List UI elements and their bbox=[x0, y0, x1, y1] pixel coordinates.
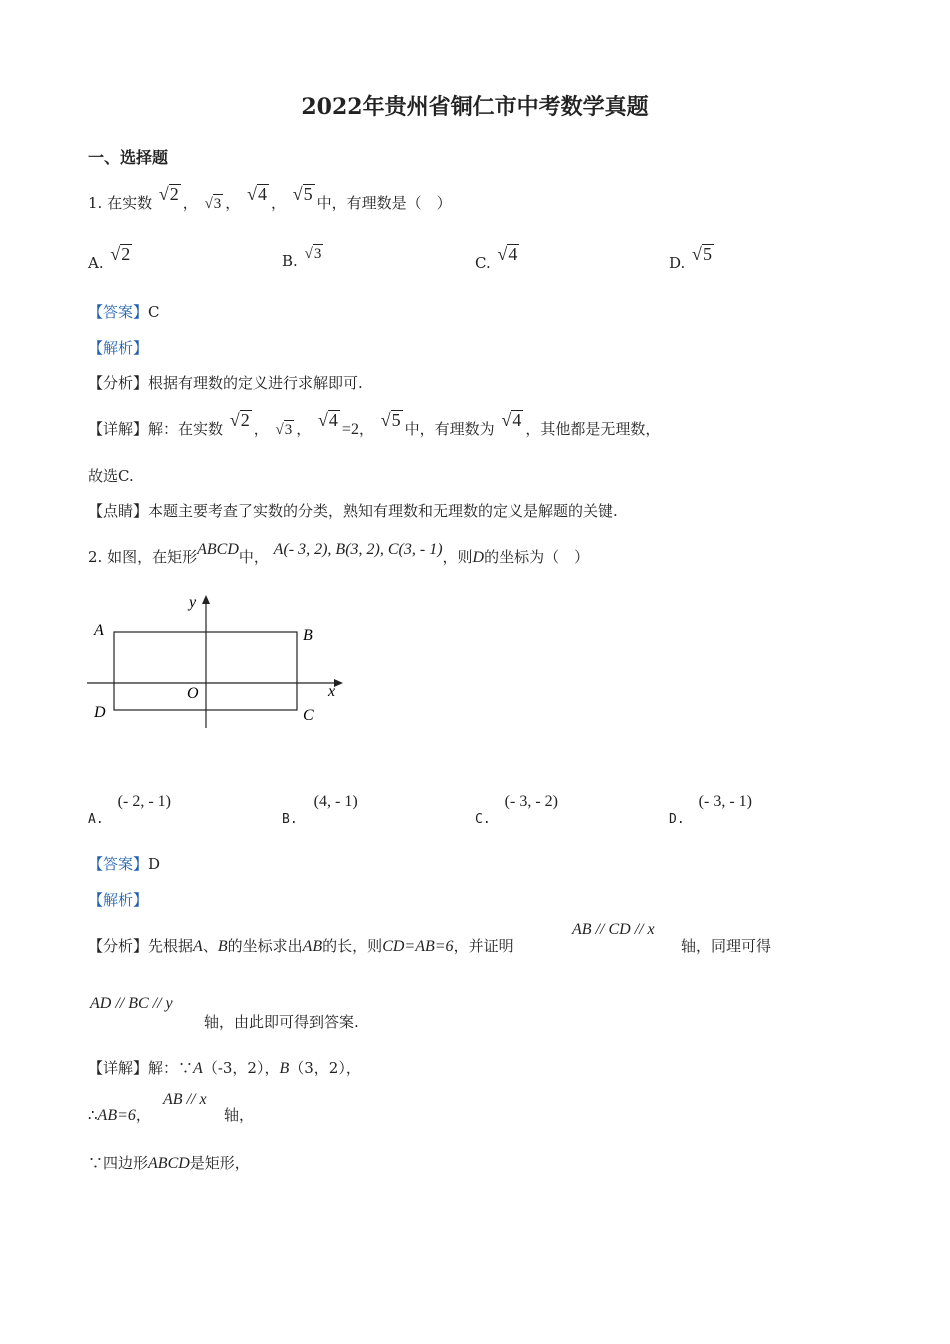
q1-option-d[interactable]: D. √5 bbox=[669, 244, 712, 272]
sqrt-3: √3 bbox=[204, 196, 222, 212]
q2-options bbox=[0, 792, 950, 832]
question-2: 2. 如图，在矩形ABCD中， A(- 3, 2), B(3, 2), C(3, - 1)，则D的坐标为（ ） bbox=[88, 541, 590, 566]
q2-figure bbox=[85, 590, 350, 735]
q2-fenxi-line1: 【分析】先根据A、B的坐标求出AB的长，则CD=AB=6，并证明 bbox=[88, 937, 514, 955]
q1-dianjing: 【点睛】本题主要考查了实数的分类，熟知有理数和无理数的定义是解题的关键. bbox=[88, 502, 618, 520]
q2-fenxi-line2: 轴，由此即可得到答案. bbox=[204, 1013, 359, 1031]
label-x: x bbox=[328, 683, 336, 700]
q2-option-c[interactable]: C.(- 3, - 2) bbox=[475, 793, 558, 827]
q1-option-b[interactable]: B. √3 bbox=[282, 246, 322, 270]
q2-option-d[interactable]: D.(- 3, - 1) bbox=[669, 793, 752, 827]
x-axis-arrow bbox=[334, 679, 343, 687]
q2-option-a[interactable]: A.(- 2, - 1) bbox=[88, 793, 171, 827]
q1-analysis-tag: 【解析】 bbox=[88, 339, 149, 357]
section-heading: 一、选择题 bbox=[88, 148, 169, 167]
q2-parallel-1: AB // CD // x bbox=[572, 921, 655, 938]
sqrt-4: √4 bbox=[247, 184, 267, 204]
label-y: y bbox=[189, 594, 197, 611]
label-o: O bbox=[187, 685, 199, 702]
q2-parallel-3: AB // x bbox=[163, 1091, 207, 1108]
sqrt-5: √5 bbox=[292, 184, 313, 204]
q1-conclude: 故选C. bbox=[88, 467, 134, 485]
label-c: C bbox=[303, 707, 314, 724]
q1-answer: 【答案】C bbox=[88, 303, 160, 321]
sqrt-2: √2 bbox=[158, 184, 179, 204]
q2-analysis-tag: 【解析】 bbox=[88, 891, 149, 909]
q2-detail-line2: ∴AB=6， bbox=[88, 1106, 151, 1124]
q2-fenxi-line1-end: 轴，同理可得 bbox=[681, 937, 772, 955]
q2-detail-line3: ∵四边形ABCD是矩形， bbox=[88, 1154, 250, 1172]
q2-detail-line1: 【详解】解：∵A（-3，2），B（3，2）， bbox=[88, 1059, 361, 1077]
q1-option-c[interactable]: C. √4 bbox=[475, 244, 518, 272]
question-1: 1. 在实数 √2 ， √3 ， √4 ， √5 中，有理数是（ ） bbox=[88, 184, 452, 212]
q2-coords: A(- 3, 2), B(3, 2), C(3, - 1) bbox=[273, 541, 443, 558]
page-title: 2022年贵州省铜仁市中考数学真题 bbox=[301, 94, 649, 120]
q2-answer: 【答案】D bbox=[88, 855, 161, 873]
label-d: D bbox=[94, 704, 106, 721]
q2-detail-line2-end: 轴， bbox=[224, 1106, 255, 1124]
q2-option-b[interactable]: B.(4, - 1) bbox=[282, 793, 358, 827]
q1-fenxi: 【分析】根据有理数的定义进行求解即可. bbox=[88, 374, 363, 392]
label-a: A bbox=[94, 622, 104, 639]
q1-option-a[interactable]: A. √2 bbox=[88, 244, 131, 272]
label-b: B bbox=[303, 627, 313, 644]
q2-parallel-2: AD // BC // y bbox=[90, 995, 173, 1012]
y-axis-arrow bbox=[202, 595, 210, 604]
q1-detail: 【详解】解：在实数 √2 ， √3 ， √4 =2， √5 中，有理数为 √4 ，其他都是无理数， bbox=[88, 410, 661, 438]
